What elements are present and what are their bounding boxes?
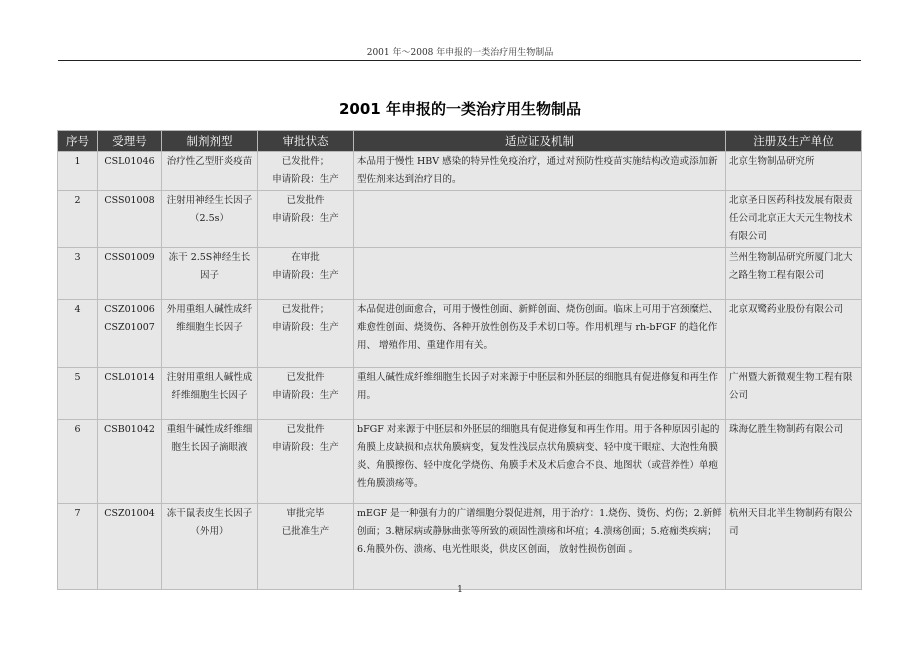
approval-status: [258, 420, 354, 504]
col-header-form: 制剂剂型: [162, 131, 258, 152]
dosage-form: 冻干鼠表皮生长因子（外用）: [162, 504, 258, 590]
acceptance-code: CSZ01004: [104, 508, 155, 519]
table-row: [58, 248, 862, 300]
header-rule: [58, 60, 861, 61]
acceptance-number: [98, 368, 162, 420]
status-line: 已发批件: [286, 195, 325, 206]
approval-status: [258, 504, 354, 590]
dosage-form: 冻干 2.5S神经生长因子: [162, 248, 258, 300]
table-row: [58, 191, 862, 248]
approval-status: [258, 368, 354, 420]
col-header-status: 审批状态: [258, 131, 354, 152]
status-line: 申请阶段：生产: [272, 213, 339, 224]
acceptance-code: CSS01008: [104, 195, 155, 206]
row-number: 7: [58, 504, 98, 590]
acceptance-code: CSL01014: [104, 372, 155, 383]
approval-status: [258, 300, 354, 368]
status-line: 申请阶段：生产: [272, 442, 339, 453]
dosage-form: 外用重组人碱性成纤维细胞生长因子: [162, 300, 258, 368]
dosage-form: 治疗性乙型肝炎疫苗: [162, 152, 258, 191]
acceptance-number: [98, 248, 162, 300]
status-line: 申请阶段：生产: [272, 322, 339, 333]
indication-mechanism: [354, 191, 726, 248]
approval-status: [258, 152, 354, 191]
status-line: 申请阶段：生产: [272, 174, 339, 185]
approval-status: [258, 248, 354, 300]
row-number: 6: [58, 420, 98, 504]
acceptance-code: CSL01046: [104, 156, 155, 167]
approval-status: [258, 191, 354, 248]
table-header-row: [58, 131, 862, 152]
manufacturer: 兰州生物制品研究所厦门北大之路生物工程有限公司: [726, 248, 862, 300]
dosage-form: 注射用重组人碱性成纤维细胞生长因子: [162, 368, 258, 420]
manufacturer: 北京圣日医药科技发展有限责任公司北京正大天元生物技术有限公司: [726, 191, 862, 248]
status-line: 在审批: [291, 252, 320, 263]
row-number: 4: [58, 300, 98, 368]
manufacturer: 北京双鹭药业股份有限公司: [726, 300, 862, 368]
row-number: 1: [58, 152, 98, 191]
acceptance-code: CSZ01006: [104, 304, 155, 315]
indication-mechanism: [354, 248, 726, 300]
row-number: 3: [58, 248, 98, 300]
status-line: 已发批件: [286, 372, 325, 383]
manufacturer: 珠海亿胜生物制药有限公司: [726, 420, 862, 504]
document-title: 2001 年申报的一类治疗用生物制品: [339, 100, 581, 118]
table-row: [58, 420, 862, 504]
dosage-form: 注射用神经生长因子（2.5s）: [162, 191, 258, 248]
acceptance-number: [98, 300, 162, 368]
status-line: 申请阶段：生产: [272, 270, 339, 281]
indication-mechanism: 本品促进创面愈合，可用于慢性创面、新鲜创面、烧伤创面。临床上可用于宫颈糜烂、难愈性创面、烧烫伤、各种开放性创伤及手术切口等。作用机理与 rh-bFGF 的趋化作用、 增殖作用、重建作用有关。: [354, 300, 726, 368]
indication-mechanism: bFGF 对来源于中胚层和外胚层的细胞具有促进修复和再生作用。用于各种原因引起的角膜上皮缺损和点状角膜病变，复发性浅层点状角膜病变、轻中度干眼症、大泡性角膜炎、角膜擦伤、轻中度化学烧伤、角膜手术及术后愈合不良、地图状（或营养性）单疱性角膜溃疡等。: [354, 420, 726, 504]
manufacturer: 广州暨大新微观生物工程有限公司: [726, 368, 862, 420]
status-line: 已发批件；: [281, 156, 330, 167]
table-row: [58, 368, 862, 420]
acceptance-number: [98, 420, 162, 504]
col-header-manufacturer: 注册及生产单位: [726, 131, 862, 152]
col-header-code: 受理号: [98, 131, 162, 152]
acceptance-code: CSZ01007: [104, 322, 155, 333]
table-row: [58, 152, 862, 191]
manufacturer: 北京生物制品研究所: [726, 152, 862, 191]
acceptance-number: [98, 191, 162, 248]
status-line: 已发批件: [286, 424, 325, 435]
acceptance-code: CSB01042: [104, 424, 155, 435]
table-row: [58, 504, 862, 590]
row-number: 2: [58, 191, 98, 248]
acceptance-code: CSS01009: [104, 252, 155, 263]
dosage-form: 重组牛碱性成纤维细胞生长因子滴眼液: [162, 420, 258, 504]
acceptance-number: [98, 504, 162, 590]
status-line: 申请阶段：生产: [272, 390, 339, 401]
running-header: 2001 年～2008 年申报的一类治疗用生物制品: [366, 48, 554, 58]
indication-mechanism: 本品用于慢性 HBV 感染的特异性免疫治疗，通过对预防性疫苗实施结构改造或添加新型佐剂来达到治疗目的。: [354, 152, 726, 191]
status-line: 审批完毕: [286, 508, 325, 519]
table-row: [58, 300, 862, 368]
status-line: 已批准生产: [281, 526, 330, 537]
col-header-indication: 适应证及机制: [354, 131, 726, 152]
biologics-table: [57, 130, 862, 590]
indication-mechanism: mEGF 是一种强有力的广谱细胞分裂促进剂，用于治疗：1.烧伤、烫伤、灼伤；2.新鲜创面；3.糖尿病或静脉曲张等所致的顽固性溃疡和坏疽；4.溃疡创面；5.疮痂类疾病；6.角膜外伤、溃疡、电光性眼炎，供皮区创面， 放射性损伤创面 。: [354, 504, 726, 590]
indication-mechanism: 重组人碱性成纤维细胞生长因子对来源于中胚层和外胚层的细胞具有促进修复和再生作用。: [354, 368, 726, 420]
acceptance-number: [98, 152, 162, 191]
status-line: 已发批件；: [281, 304, 330, 315]
manufacturer: 杭州天目北半生物制药有限公司: [726, 504, 862, 590]
row-number: 5: [58, 368, 98, 420]
page-number: 1: [457, 585, 463, 595]
col-header-num: 序号: [58, 131, 98, 152]
